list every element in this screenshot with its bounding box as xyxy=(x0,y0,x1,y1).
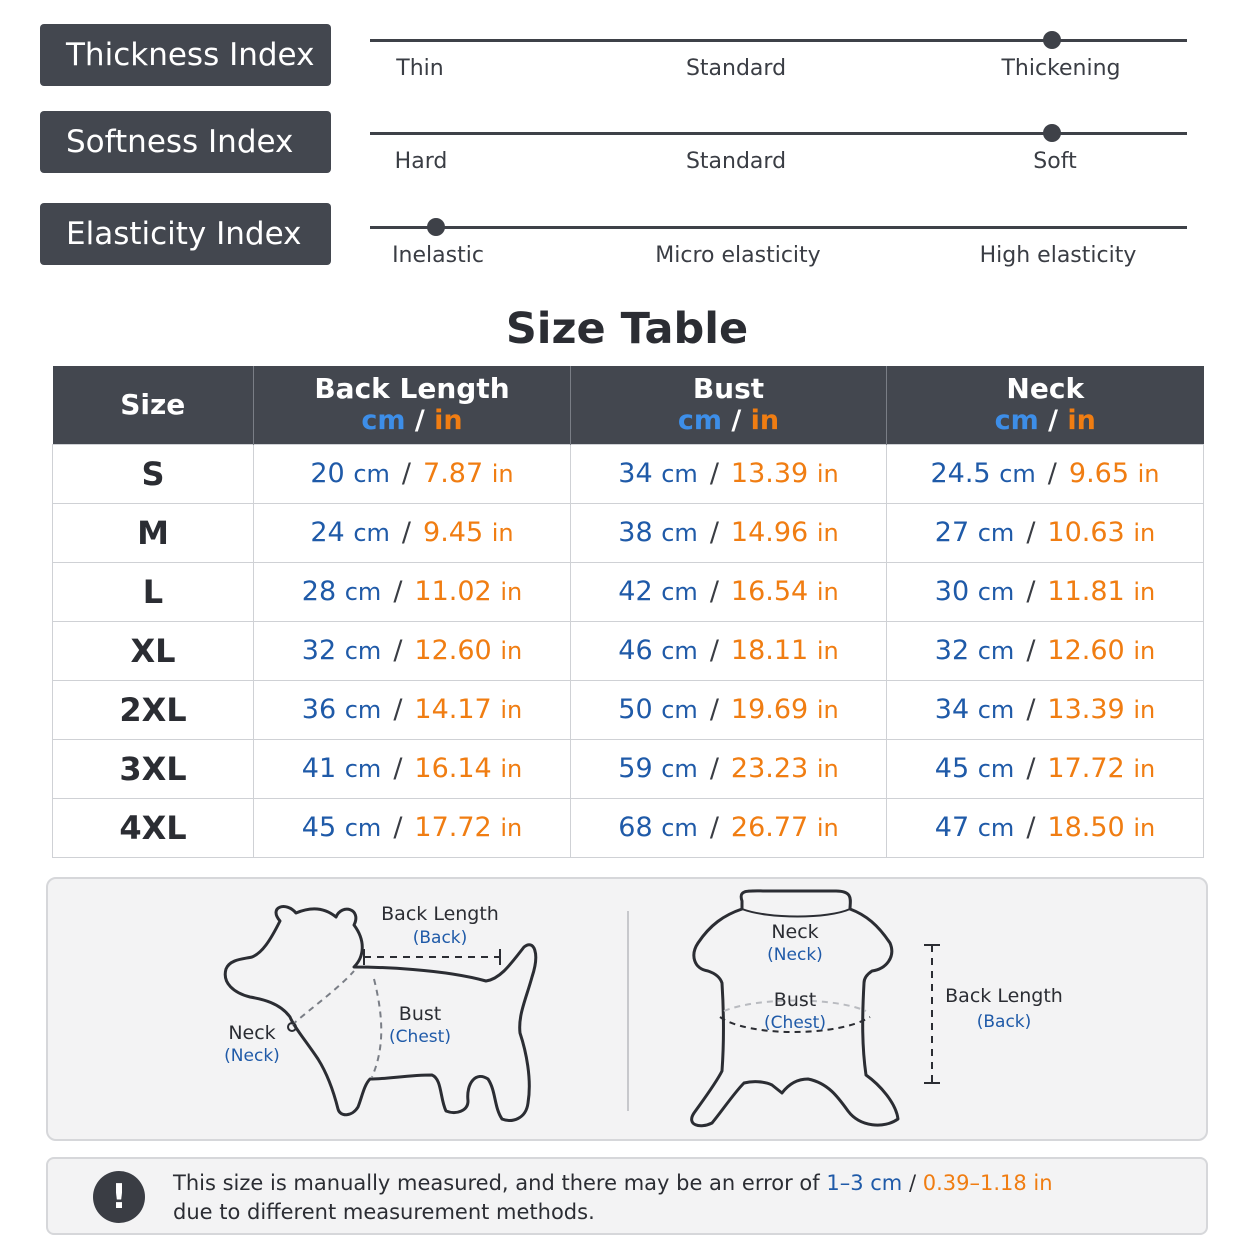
unit-sep: / xyxy=(709,517,719,548)
garment-neck-line xyxy=(742,909,850,917)
bust-cell xyxy=(571,621,887,680)
header-back-length-label: Back Length xyxy=(314,371,510,405)
size-cell: S xyxy=(53,444,254,503)
bust-cm-value: 59 xyxy=(618,753,653,784)
header-unit-sep: / xyxy=(731,404,742,436)
header-unit-in: in xyxy=(1067,404,1096,436)
bust-cm-value: 42 xyxy=(618,576,653,607)
size-cell: 3XL xyxy=(53,739,254,798)
unit-in: in xyxy=(816,578,839,606)
unit-cm: cm xyxy=(344,696,382,724)
back-length-cell xyxy=(254,739,571,798)
header-unit-in: in xyxy=(434,404,463,436)
softness-index-track xyxy=(370,132,1187,135)
garment-neck-label: Neck xyxy=(771,921,819,943)
back-length-cm-value: 20 xyxy=(310,458,345,489)
neck-cm-value: 32 xyxy=(934,635,970,666)
bust-cm-value: 68 xyxy=(618,812,653,843)
size-cell: XL xyxy=(53,621,254,680)
neck-cell xyxy=(887,739,1204,798)
unit-sep: / xyxy=(1026,753,1036,784)
unit-sep: / xyxy=(1026,812,1036,843)
note-range-cm: 1–3 cm xyxy=(826,1171,903,1195)
note-line-1 xyxy=(173,1169,1053,1198)
unit-sep: / xyxy=(1047,458,1057,489)
back-length-in-value: 7.87 xyxy=(423,458,484,489)
unit-cm: cm xyxy=(661,814,698,842)
thickness-option-thickening: Thickening xyxy=(1001,56,1121,81)
neck-in-value: 17.72 xyxy=(1047,753,1125,784)
bust-in-value: 16.54 xyxy=(730,576,809,607)
size-cell: 4XL xyxy=(53,798,254,857)
thickness-index-track xyxy=(370,39,1187,42)
garment-back-length-sub: (Back) xyxy=(976,1012,1032,1032)
unit-in: in xyxy=(1133,578,1156,606)
thickness-option-thin: Thin xyxy=(396,56,444,81)
dog-back-length-sub: (Back) xyxy=(412,928,468,948)
note-line-2: due to different measurement methods. xyxy=(173,1200,595,1224)
back-length-cm-value: 32 xyxy=(301,635,337,666)
table-row xyxy=(53,798,1204,857)
thickness-index-label: Thickness Index xyxy=(40,24,331,86)
unit-sep: / xyxy=(1026,576,1036,607)
unit-cm: cm xyxy=(661,637,698,665)
neck-cell xyxy=(887,444,1204,503)
bust-cell xyxy=(571,739,887,798)
dog-neck-label: Neck xyxy=(228,1022,276,1044)
unit-in: in xyxy=(816,519,839,547)
unit-in: in xyxy=(491,460,514,488)
elasticity-option-high: High elasticity xyxy=(979,243,1137,268)
header-neck xyxy=(887,366,1204,444)
bust-in-value: 18.11 xyxy=(730,635,809,666)
unit-cm: cm xyxy=(344,578,382,606)
bust-cm-value: 38 xyxy=(618,517,653,548)
header-size-label: Size xyxy=(120,387,186,421)
neck-in-value: 11.81 xyxy=(1047,576,1125,607)
neck-cell xyxy=(887,562,1204,621)
header-unit-sep: / xyxy=(414,404,425,436)
unit-cm: cm xyxy=(344,814,382,842)
bust-in-value: 19.69 xyxy=(730,694,809,725)
unit-sep: / xyxy=(709,576,719,607)
neck-in-value: 9.65 xyxy=(1068,458,1130,489)
unit-cm: cm xyxy=(977,519,1015,547)
unit-sep: / xyxy=(393,753,403,784)
unit-cm: cm xyxy=(661,696,698,724)
measurement-diagram-panel xyxy=(46,877,1208,1141)
warning-icon: ! xyxy=(93,1171,145,1223)
softness-index-label: Softness Index xyxy=(40,111,331,173)
bust-cell xyxy=(571,680,887,739)
neck-cm-value: 34 xyxy=(934,694,970,725)
softness-option-soft: Soft xyxy=(1033,149,1077,174)
header-bust xyxy=(571,366,887,444)
neck-cm-value: 30 xyxy=(934,576,970,607)
unit-sep: / xyxy=(709,458,719,489)
header-unit-cm: cm xyxy=(677,404,722,436)
unit-sep: / xyxy=(393,576,403,607)
unit-in: in xyxy=(816,814,839,842)
garment-bust-label: Bust xyxy=(773,989,817,1011)
unit-sep: / xyxy=(1026,694,1036,725)
unit-in: in xyxy=(491,519,514,547)
header-unit-cm: cm xyxy=(361,404,406,436)
unit-sep: / xyxy=(393,812,403,843)
unit-in: in xyxy=(816,696,839,724)
back-length-cm-value: 28 xyxy=(301,576,337,607)
unit-in: in xyxy=(500,814,523,842)
thickness-index-marker xyxy=(1043,31,1061,49)
unit-in: in xyxy=(816,460,839,488)
neck-in-value: 12.60 xyxy=(1047,635,1125,666)
garment-neck-sub: (Neck) xyxy=(767,945,823,965)
bust-cell xyxy=(571,503,887,562)
header-bust-units xyxy=(571,405,886,437)
bust-in-value: 26.77 xyxy=(730,812,809,843)
size-table-title: Size Table xyxy=(505,304,749,354)
size-table-body xyxy=(53,444,1204,857)
table-row xyxy=(53,503,1204,562)
unit-in: in xyxy=(1133,696,1156,724)
unit-in: in xyxy=(500,755,523,783)
unit-in: in xyxy=(500,696,523,724)
back-length-in-value: 11.02 xyxy=(414,576,492,607)
elasticity-index-track xyxy=(370,226,1187,229)
neck-in-value: 18.50 xyxy=(1047,812,1125,843)
unit-cm: cm xyxy=(977,755,1015,783)
bust-in-value: 14.96 xyxy=(730,517,809,548)
unit-cm: cm xyxy=(977,637,1015,665)
garment-back-length-label: Back Length xyxy=(945,985,1063,1007)
table-row xyxy=(53,444,1204,503)
bust-cm-value: 46 xyxy=(618,635,653,666)
unit-cm: cm xyxy=(661,755,698,783)
unit-sep: / xyxy=(393,635,403,666)
bust-cell xyxy=(571,444,887,503)
unit-in: in xyxy=(1137,460,1160,488)
table-row xyxy=(53,562,1204,621)
unit-cm: cm xyxy=(977,814,1015,842)
unit-sep: / xyxy=(709,812,719,843)
neck-cm-value: 24.5 xyxy=(930,458,991,489)
unit-cm: cm xyxy=(977,578,1015,606)
dog-neck-sub: (Neck) xyxy=(224,1046,280,1066)
back-length-in-value: 16.14 xyxy=(414,753,492,784)
dog-neck-line xyxy=(292,971,354,1025)
note-range-in: 0.39–1.18 in xyxy=(922,1171,1053,1195)
unit-in: in xyxy=(1133,519,1156,547)
bust-cm-value: 34 xyxy=(618,458,653,489)
unit-sep: / xyxy=(709,753,719,784)
unit-in: in xyxy=(500,578,523,606)
neck-cell xyxy=(887,680,1204,739)
neck-in-value: 13.39 xyxy=(1047,694,1125,725)
header-bust-label: Bust xyxy=(692,371,765,405)
thickness-option-standard: Standard xyxy=(685,56,787,81)
neck-cell xyxy=(887,503,1204,562)
header-back-length-units xyxy=(254,405,570,437)
unit-in: in xyxy=(1133,637,1156,665)
neck-cm-value: 45 xyxy=(934,753,970,784)
header-neck-label: Neck xyxy=(1006,371,1085,405)
back-length-cell xyxy=(254,503,571,562)
unit-cm: cm xyxy=(661,519,698,547)
size-table xyxy=(52,366,1204,858)
back-length-in-value: 14.17 xyxy=(414,694,492,725)
unit-cm: cm xyxy=(344,755,382,783)
unit-in: in xyxy=(816,637,839,665)
unit-cm: cm xyxy=(999,460,1036,488)
dog-bust-sub: (Chest) xyxy=(389,1027,451,1047)
neck-in-value: 10.63 xyxy=(1047,517,1125,548)
unit-cm: cm xyxy=(353,519,390,547)
unit-sep: / xyxy=(401,517,412,548)
back-length-in-value: 12.60 xyxy=(414,635,492,666)
unit-sep: / xyxy=(393,694,403,725)
note-text xyxy=(173,1169,1053,1227)
bust-in-value: 23.23 xyxy=(730,753,809,784)
neck-cm-value: 27 xyxy=(934,517,970,548)
header-size xyxy=(53,366,254,444)
size-cell: 2XL xyxy=(53,680,254,739)
back-length-cm-value: 24 xyxy=(310,517,345,548)
size-cell: L xyxy=(53,562,254,621)
back-length-cell xyxy=(254,798,571,857)
unit-in: in xyxy=(500,637,523,665)
unit-cm: cm xyxy=(661,578,698,606)
back-length-cell xyxy=(254,680,571,739)
softness-option-standard: Standard xyxy=(685,149,787,174)
neck-cell xyxy=(887,798,1204,857)
measurement-diagram-art xyxy=(48,879,1210,1143)
elasticity-index-marker xyxy=(427,218,445,236)
unit-in: in xyxy=(1133,814,1156,842)
back-length-in-value: 9.45 xyxy=(423,517,484,548)
dog-back-length-label: Back Length xyxy=(381,903,499,925)
back-length-in-value: 17.72 xyxy=(414,812,492,843)
unit-cm: cm xyxy=(353,460,390,488)
measurement-note xyxy=(46,1157,1208,1235)
unit-sep: / xyxy=(709,694,719,725)
back-length-cell xyxy=(254,444,571,503)
unit-sep: / xyxy=(401,458,412,489)
back-length-cm-value: 45 xyxy=(301,812,337,843)
back-length-cm-value: 36 xyxy=(301,694,337,725)
unit-cm: cm xyxy=(661,460,698,488)
bust-cell xyxy=(571,798,887,857)
header-unit-in: in xyxy=(750,404,780,436)
garment-bust-sub: (Chest) xyxy=(764,1013,826,1033)
header-unit-cm: cm xyxy=(994,404,1039,436)
elasticity-option-inelastic: Inelastic xyxy=(392,243,484,268)
unit-sep: / xyxy=(709,635,719,666)
softness-option-hard: Hard xyxy=(394,149,448,174)
note-prefix: This size is manually measured, and there may be an error of xyxy=(173,1171,820,1195)
note-sep: / xyxy=(908,1171,917,1195)
dog-bust-line xyxy=(372,979,381,1077)
table-row xyxy=(53,621,1204,680)
bust-cm-value: 50 xyxy=(618,694,653,725)
unit-in: in xyxy=(1133,755,1156,783)
bust-cell xyxy=(571,562,887,621)
size-cell: M xyxy=(53,503,254,562)
table-row xyxy=(53,739,1204,798)
unit-cm: cm xyxy=(977,696,1015,724)
back-length-cell xyxy=(254,621,571,680)
back-length-cm-value: 41 xyxy=(301,753,337,784)
neck-cell xyxy=(887,621,1204,680)
unit-cm: cm xyxy=(344,637,382,665)
dog-bust-label: Bust xyxy=(398,1003,442,1025)
table-row xyxy=(53,680,1204,739)
header-neck-units xyxy=(887,405,1204,437)
unit-in: in xyxy=(816,755,839,783)
unit-sep: / xyxy=(1026,517,1036,548)
bust-in-value: 13.39 xyxy=(730,458,809,489)
elasticity-option-micro: Micro elasticity xyxy=(655,243,821,268)
softness-index-marker xyxy=(1043,124,1061,142)
header-back-length xyxy=(254,366,571,444)
size-table-header-row xyxy=(53,366,1204,444)
header-unit-sep: / xyxy=(1048,404,1059,436)
back-length-cell xyxy=(254,562,571,621)
neck-cm-value: 47 xyxy=(934,812,970,843)
elasticity-index-label: Elasticity Index xyxy=(40,203,331,265)
unit-sep: / xyxy=(1026,635,1036,666)
